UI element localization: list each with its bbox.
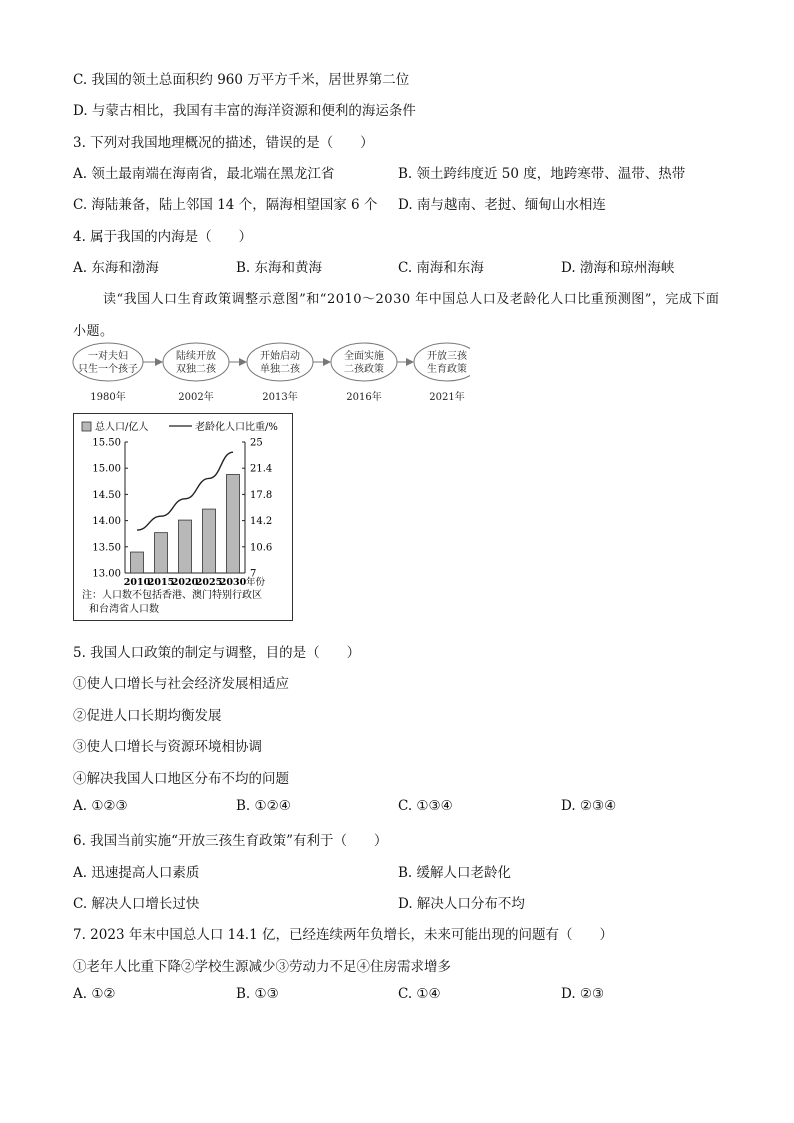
q5-statement-1: ①使人口增长与社会经济发展相适应 xyxy=(73,676,289,692)
flow-step-oval xyxy=(163,343,229,381)
bar-total-population-2020 xyxy=(179,520,192,573)
flow-step-text-line1: 一对夫妇 xyxy=(88,351,128,362)
y-tick-label-left: 14.50 xyxy=(92,489,121,501)
flow-step-oval xyxy=(414,343,470,381)
flow-step-text-line2: 双独二孩 xyxy=(176,364,216,375)
bar-total-population-2010 xyxy=(131,552,144,573)
q5-option-b: B. ①②④ xyxy=(236,798,291,814)
q4-option-c: C. 南海和东海 xyxy=(398,260,484,276)
x-tick-label: 2030 xyxy=(219,577,247,588)
q2-option-d: D. 与蒙古相比，我国有丰富的海洋资源和便利的海运条件 xyxy=(73,103,416,119)
flow-step-text-line2: 只生一个孩子 xyxy=(78,364,138,375)
q3-option-d: D. 南与越南、老挝、缅甸山水相连 xyxy=(398,197,606,213)
q5-option-a: A. ①②③ xyxy=(73,798,128,814)
q5-statement-4: ④解决我国人口地区分布不均的问题 xyxy=(73,771,289,787)
y-tick-label-right: 7 xyxy=(250,568,257,580)
flow-step-year: 1980年 xyxy=(90,392,126,403)
y-tick-label-right: 17.8 xyxy=(250,489,273,501)
flow-step-text-line1: 陆续开放 xyxy=(176,351,216,362)
q6-option-a: A. 迅速提高人口素质 xyxy=(73,865,200,881)
bar-total-population-2015 xyxy=(155,533,168,573)
flow-step-year: 2013年 xyxy=(262,392,298,403)
policy-flow-diagram xyxy=(70,340,470,406)
flow-step-text-line2: 二孩政策 xyxy=(344,364,384,375)
flow-step-text-line1: 开放三孩 xyxy=(427,351,467,362)
q3-stem: 3. 下列对我国地理概况的描述，错误的是（ ） xyxy=(73,135,374,151)
q4-stem: 4. 属于我国的内海是（ ） xyxy=(73,229,253,245)
flow-step-oval xyxy=(247,343,313,381)
q7-statements: ①老年人比重下降②学校生源减少③劳动力不足④住房需求增多 xyxy=(73,959,451,975)
q5-statement-3: ③使人口增长与资源环境相协调 xyxy=(73,739,262,755)
bar-total-population-2030 xyxy=(227,474,240,573)
x-tick-label: 2020 xyxy=(171,577,199,588)
y-tick-label-left: 15.00 xyxy=(92,463,121,475)
q5-statement-2: ②促进人口长期均衡发展 xyxy=(73,708,222,724)
chart-note-line2: 和台湾省人口数 xyxy=(89,604,159,615)
q4-option-a: A. 东海和渤海 xyxy=(73,260,159,276)
flow-step-year: 2016年 xyxy=(346,392,382,403)
bar-total-population-2025 xyxy=(203,509,216,573)
y-tick-label-left: 14.00 xyxy=(92,516,121,528)
flow-step-year: 2021年 xyxy=(429,392,465,403)
q6-stem: 6. 我国当前实施“开放三孩生育政策”有利于（ ） xyxy=(73,833,388,849)
q4-option-d: D. 渤海和琼州海峡 xyxy=(561,260,675,276)
q7-option-d: D. ②③ xyxy=(561,986,605,1002)
y-tick-label-left: 15.50 xyxy=(92,437,121,449)
q7-stem: 7. 2023 年末中国总人口 14.1 亿，已经连续两年负增长，未来可能出现的问题有（ ） xyxy=(73,927,613,943)
q7-option-b: B. ①③ xyxy=(236,986,279,1002)
q7-option-a: A. ①② xyxy=(73,986,116,1002)
flow-step-text-line1: 全面实施 xyxy=(344,351,384,362)
q7-option-c: C. ①④ xyxy=(398,986,441,1002)
q2-option-c: C. 我国的领土总面积约 960 万平方千米，居世界第二位 xyxy=(73,72,410,88)
legend-line-label: 老龄化人口比重/% xyxy=(195,422,278,433)
reading-instruction: 读“我国人口生育政策调整示意图”和“2010～2030 年中国总人口及老龄化人口比重预测图”，完成下面 xyxy=(103,292,720,307)
q6-option-c: C. 解决人口增长过快 xyxy=(73,896,200,912)
flow-step-oval xyxy=(73,343,143,381)
x-tick-label: 2025 xyxy=(195,577,223,588)
reading-instruction-cont: 小题。 xyxy=(73,324,114,339)
y-tick-label-right: 14.2 xyxy=(250,516,273,528)
y-tick-label-right: 21.4 xyxy=(250,463,273,475)
y-tick-label-right: 10.6 xyxy=(250,542,273,554)
legend-bar-swatch xyxy=(82,422,91,431)
y-tick-label-right: 25 xyxy=(250,437,263,449)
flow-step-text-line1: 开始启动 xyxy=(260,351,300,362)
q4-option-b: B. 东海和黄海 xyxy=(236,260,323,276)
q5-stem: 5. 我国人口政策的制定与调整，目的是（ ） xyxy=(73,645,361,661)
chart-note-line1: 注：人口数不包括香港、澳门特别行政区 xyxy=(82,590,262,601)
x-tick-label: 2015 xyxy=(147,577,175,588)
q6-option-d: D. 解决人口分布不均 xyxy=(398,896,525,912)
population-chart xyxy=(73,413,293,621)
flow-step-text-line2: 生育政策 xyxy=(427,364,467,375)
y-tick-label-left: 13.50 xyxy=(92,542,121,554)
legend-bar-label: 总人口/亿人 xyxy=(95,422,149,433)
q6-option-b: B. 缓解人口老龄化 xyxy=(398,865,512,881)
q3-option-b: B. 领土跨纬度近 50 度，地跨寒带、温带、热带 xyxy=(398,166,686,182)
flow-step-text-line2: 单独二孩 xyxy=(260,364,300,375)
q5-option-d: D. ②③④ xyxy=(561,798,617,814)
flow-step-oval xyxy=(331,343,397,381)
q5-option-c: C. ①③④ xyxy=(398,798,453,814)
y-tick-label-left: 13.00 xyxy=(92,568,121,580)
flow-step-year: 2002年 xyxy=(178,392,214,403)
x-axis-unit: 年份 xyxy=(246,577,266,588)
q3-option-c: C. 海陆兼备，陆上邻国 14 个，隔海相望国家 6 个 xyxy=(73,197,378,213)
x-tick-label: 2010 xyxy=(123,577,151,588)
q3-option-a: A. 领土最南端在海南省，最北端在黑龙江省 xyxy=(73,166,335,182)
